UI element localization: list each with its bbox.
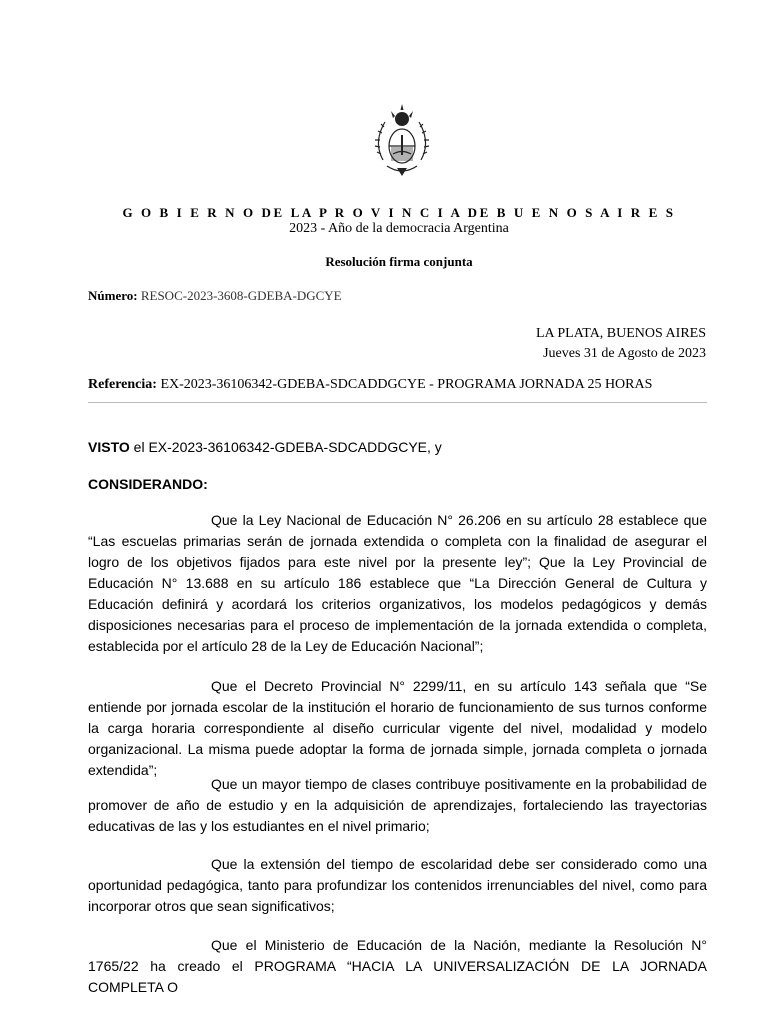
visto-line xyxy=(88,439,442,455)
reference-line xyxy=(88,377,652,393)
paragraph-text: Que la Ley Nacional de Educación N° 26.206 en su artículo 28 establece que “Las escuelas primarias serán de jornada extendida o completa con la finalidad de asegurar el logro de los objetivos fijados para este nivel por la presente ley”; Que la Ley Provincial de Educación N° 13.688 en su artículo 186 establece que “La Dirección General de Cultura y Educación definirá y acordará los criterios organizativos, los modelos pedagógicos y demás disposiciones necesarias para el proceso de implementación de la jornada extendida o completa, establecida por el artículo 28 de la Ley de Educación Nacional”; xyxy=(88,512,707,654)
paragraph-text: Que un mayor tiempo de clases contribuye positivamente en la probabilidad de promover de año de estudio y en la adquisición de aprendizajes, fortaleciendo las trayectorias educativas de las y los estudiantes en el nivel primario; xyxy=(88,776,707,834)
paragraph-text: Que el Ministerio de Educación de la Nación, mediante la Resolución N° 1765/22 ha creado el PROGRAMA “HACIA LA UNIVERSALIZACIÓN DE LA JORNADA COMPLETA O xyxy=(88,937,707,995)
year-motto: 2023 - Año de la democracia Argentina xyxy=(289,221,509,236)
paragraph-text: Que el Decreto Provincial N° 2299/11, en su artículo 143 señala que “Se entiende por jornada escolar de la institución el horario de funcionamiento de sus turnos conforme la carga horaria correspondiente al diseño curricular vigente del nivel, modalidad y modelo organizacional. La misma puede adoptar la forma de jornada simple, jornada completa o jornada extendida”; xyxy=(88,678,707,778)
government-heading: G O B I E R N O DE LA P R O V I N C I A DE B U E N O S A I R E S xyxy=(122,205,676,220)
paragraph-text: Que la extensión del tiempo de escolaridad debe ser considerado como una oportunidad pedagógica, tanto para profundizar los contenidos irrenunciables del nivel, como para incorporar otros que sean significativos; xyxy=(88,856,707,914)
place: LA PLATA, BUENOS AIRES xyxy=(535,326,706,341)
numero-label: Número: xyxy=(88,288,138,303)
paragraph-3 xyxy=(88,774,707,837)
referencia-value: EX-2023-36106342-GDEBA-SDCADDGCYE - PROGRAMA JORNADA 25 HORAS xyxy=(160,377,653,392)
paragraph-1 xyxy=(88,510,707,657)
paragraph-4 xyxy=(88,854,707,917)
place-date-block xyxy=(536,324,706,364)
numero-value: RESOC-2023-3608-GDEBA-DGCYE xyxy=(140,288,342,303)
paragraph-5 xyxy=(88,935,707,998)
visto-label: VISTO xyxy=(88,439,130,455)
referencia-label: Referencia: xyxy=(88,377,157,392)
provincial-seal-icon xyxy=(371,102,433,182)
considerando-heading: CONSIDERANDO: xyxy=(88,476,208,492)
visto-text: el EX-2023-36106342-GDEBA-SDCADDGCYE, y xyxy=(133,439,442,455)
date: Jueves 31 de Agosto de 2023 xyxy=(543,346,706,361)
resolution-number xyxy=(88,288,342,304)
divider xyxy=(88,402,707,403)
paragraph-2 xyxy=(88,676,707,781)
resolution-type: Resolución firma conjunta xyxy=(325,254,473,269)
